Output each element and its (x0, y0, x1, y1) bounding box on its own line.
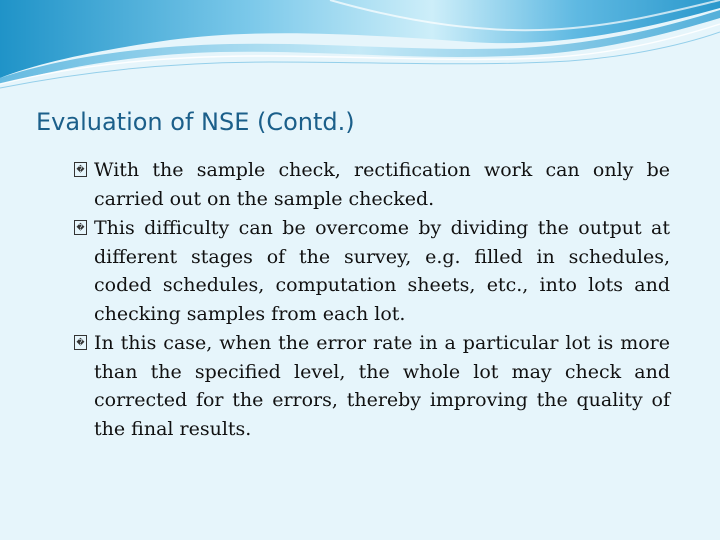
bullet-item (74, 156, 670, 213)
bullet-glyph-icon: � (74, 220, 87, 235)
bullet-text: With the sample check, rectification work can only be carried out on the sample checked. (94, 159, 670, 210)
header-wave-banner (0, 0, 720, 90)
bullet-item (74, 214, 670, 328)
slide-title: Evaluation of NSE (Contd.) (36, 108, 355, 136)
bullet-text: This difficulty can be overcome by dividing the output at different stages of the survey, e.g. filled in schedules, coded schedules, computation sheets, etc., into lots and checking samples from each lot. (94, 217, 670, 325)
bullet-item (74, 329, 670, 443)
bullet-list (74, 156, 670, 444)
bullet-glyph-icon: � (74, 162, 87, 177)
bullet-glyph-icon: � (74, 335, 87, 350)
bullet-text: In this case, when the error rate in a particular lot is more than the specified level, the whole lot may check and corrected for the errors, thereby improving the quality of the final results. (94, 332, 670, 440)
